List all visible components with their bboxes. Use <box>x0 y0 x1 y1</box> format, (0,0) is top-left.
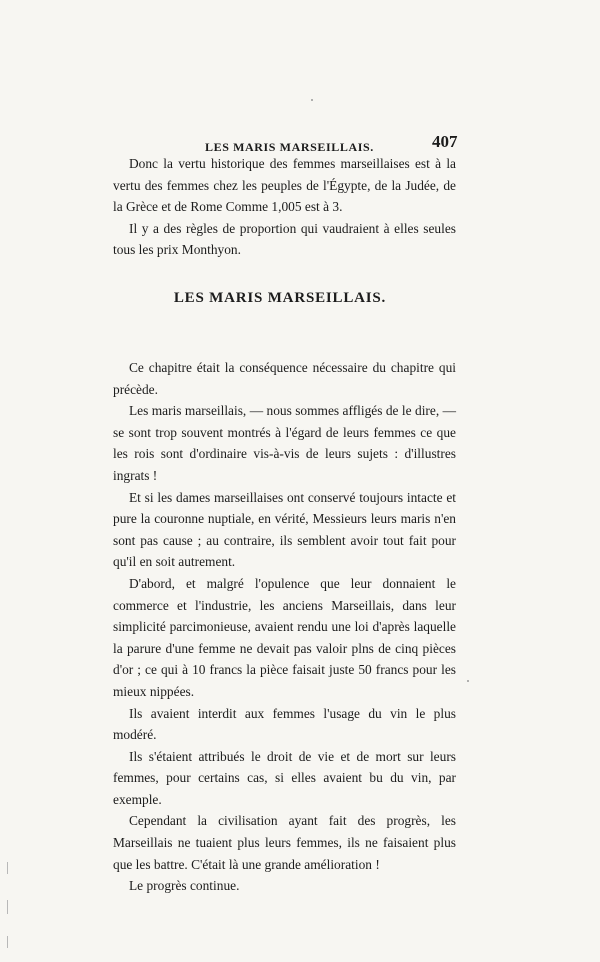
margin-mark <box>7 936 8 948</box>
paragraph: Les maris marseillais, — nous sommes affligés de le dire, — se sont trop souvent montrés à l'égard de leurs femmes ce que les rois sont d'ordinaire vis-à-vis de leurs sujets : d'illustres ingrats ! <box>113 403 456 483</box>
margin-mark <box>7 900 8 914</box>
paper-speck <box>311 99 313 101</box>
paragraph: Donc la vertu historique des femmes marseillaises est à la vertu des femmes chez les peuples de l'Égypte, de la Judée, de la Grèce et de Rome Comme 1,005 est à 3. <box>113 156 456 215</box>
paragraph: Ils avaient interdit aux femmes l'usage du vin le plus modéré. <box>113 705 456 743</box>
paragraph: Et si les dames marseillaises ont conservé toujours intacte et pure la couronne nuptiale, en vérité, Messieurs leurs maris n'en sont pas cause ; au contraire, ils semblent avoir tout fait pour qu'il en soit autrement. <box>113 489 456 570</box>
page-number: 407 <box>432 132 458 151</box>
chapter-title: LES MARIS MARSEILLAIS. <box>173 290 387 306</box>
continued-text <box>113 153 456 261</box>
paragraph: Ils s'étaient attribués le droit de vie et de mort sur leurs femmes, pour certains cas, si elles avaient bu du vin, par exemple. <box>113 748 456 807</box>
chapter-body <box>113 357 456 897</box>
paragraph: Ce chapitre était la conséquence nécessaire du chapitre qui précède. <box>113 360 456 397</box>
paragraph: Le progrès continue. <box>129 878 240 894</box>
margin-mark <box>7 862 8 874</box>
paper-speck <box>467 680 469 682</box>
paragraph: Il y a des règles de proportion qui vaudraient à elles seules tous les prix Monthyon. <box>113 220 456 258</box>
paragraph: D'abord, et malgré l'opulence que leur donnaient le commerce et l'industrie, les anciens Marseillais, dans leur simplicité parcimonieuse, avaient rendu une loi d'après laquelle la parure d'une femme ne devait pas valoir plns de cinq pièces d'or ; ce qui à 10 francs la pièce faisait juste 50 francs pour les mieux nippées. <box>113 575 456 699</box>
running-header: LES MARIS MARSEILLAIS. <box>205 140 374 154</box>
paragraph: Cependant la civilisation ayant fait des progrès, les Marseillais ne tuaient plus leurs femmes, ils ne faisaient plus que les battre. C'était là une grande amélioration ! <box>113 813 456 872</box>
